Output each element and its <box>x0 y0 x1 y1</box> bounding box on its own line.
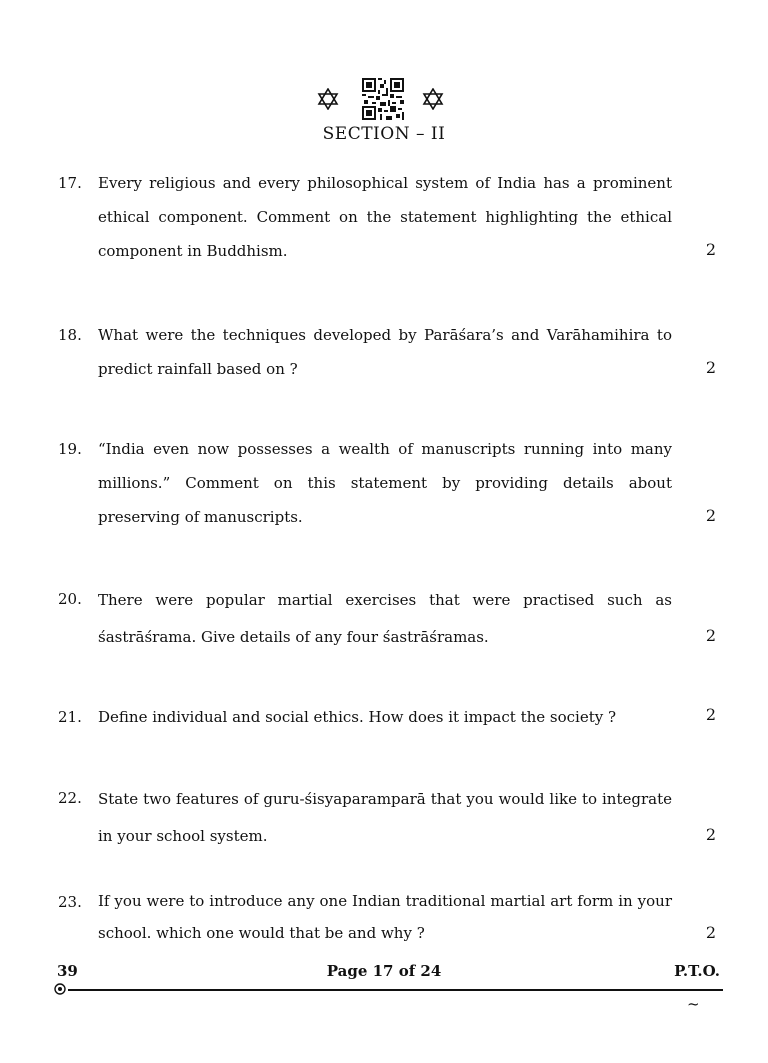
question-number: 20. <box>58 590 82 608</box>
question-marks: 2 <box>705 358 716 377</box>
question-number: 23. <box>58 893 82 911</box>
question-marks: 2 <box>705 825 716 844</box>
question-text: Every religious and every philosophical system of India has a prominent ethical component. Comment on the statement highlighting the ethical component in Buddhism. <box>98 174 672 260</box>
section-title: SECTION – II <box>322 124 446 144</box>
tilde-mark: ~ <box>687 995 700 1013</box>
page-number: Page 17 of 24 <box>326 962 442 980</box>
question-marks: 2 <box>705 923 716 942</box>
question-text: Define individual and social ethics. How does it impact the society ? <box>98 708 617 726</box>
question-marks: 2 <box>705 240 716 259</box>
paper-code: 39 <box>57 962 78 980</box>
six-pointed-star-icon <box>422 88 444 110</box>
question-number: 21. <box>58 708 82 726</box>
question-text: State two features of guru-śisyaparamparā that you would like to integrate in your school system. <box>98 790 672 845</box>
qr-code-icon <box>362 78 404 120</box>
six-pointed-star-icon <box>317 88 339 110</box>
question-number: 18. <box>58 326 82 344</box>
question-text: “India even now possesses a wealth of manuscripts running into many millions.” Comment on this statement by providing details about preserving of manuscripts. <box>98 440 672 526</box>
question-number: 17. <box>58 174 82 192</box>
question-number: 22. <box>58 789 82 807</box>
please-turn-over: P.T.O. <box>674 962 720 980</box>
question-text: What were the techniques developed by Parāśara’s and Varāhamihira to predict rainfall based on ? <box>98 326 672 378</box>
header-emblems <box>0 78 768 122</box>
question-number: 19. <box>58 440 82 458</box>
question-text: If you were to introduce any one Indian traditional martial art form in your school. which one would that be and why ? <box>98 892 672 942</box>
footer-divider <box>68 989 723 991</box>
question-marks: 2 <box>705 506 716 525</box>
emblem-icon <box>53 982 67 996</box>
question-text: There were popular martial exercises that were practised such as śastrāśrama. Give details of any four śastrāśramas. <box>98 591 672 646</box>
question-marks: 2 <box>705 626 716 645</box>
question-marks: 2 <box>705 705 716 724</box>
